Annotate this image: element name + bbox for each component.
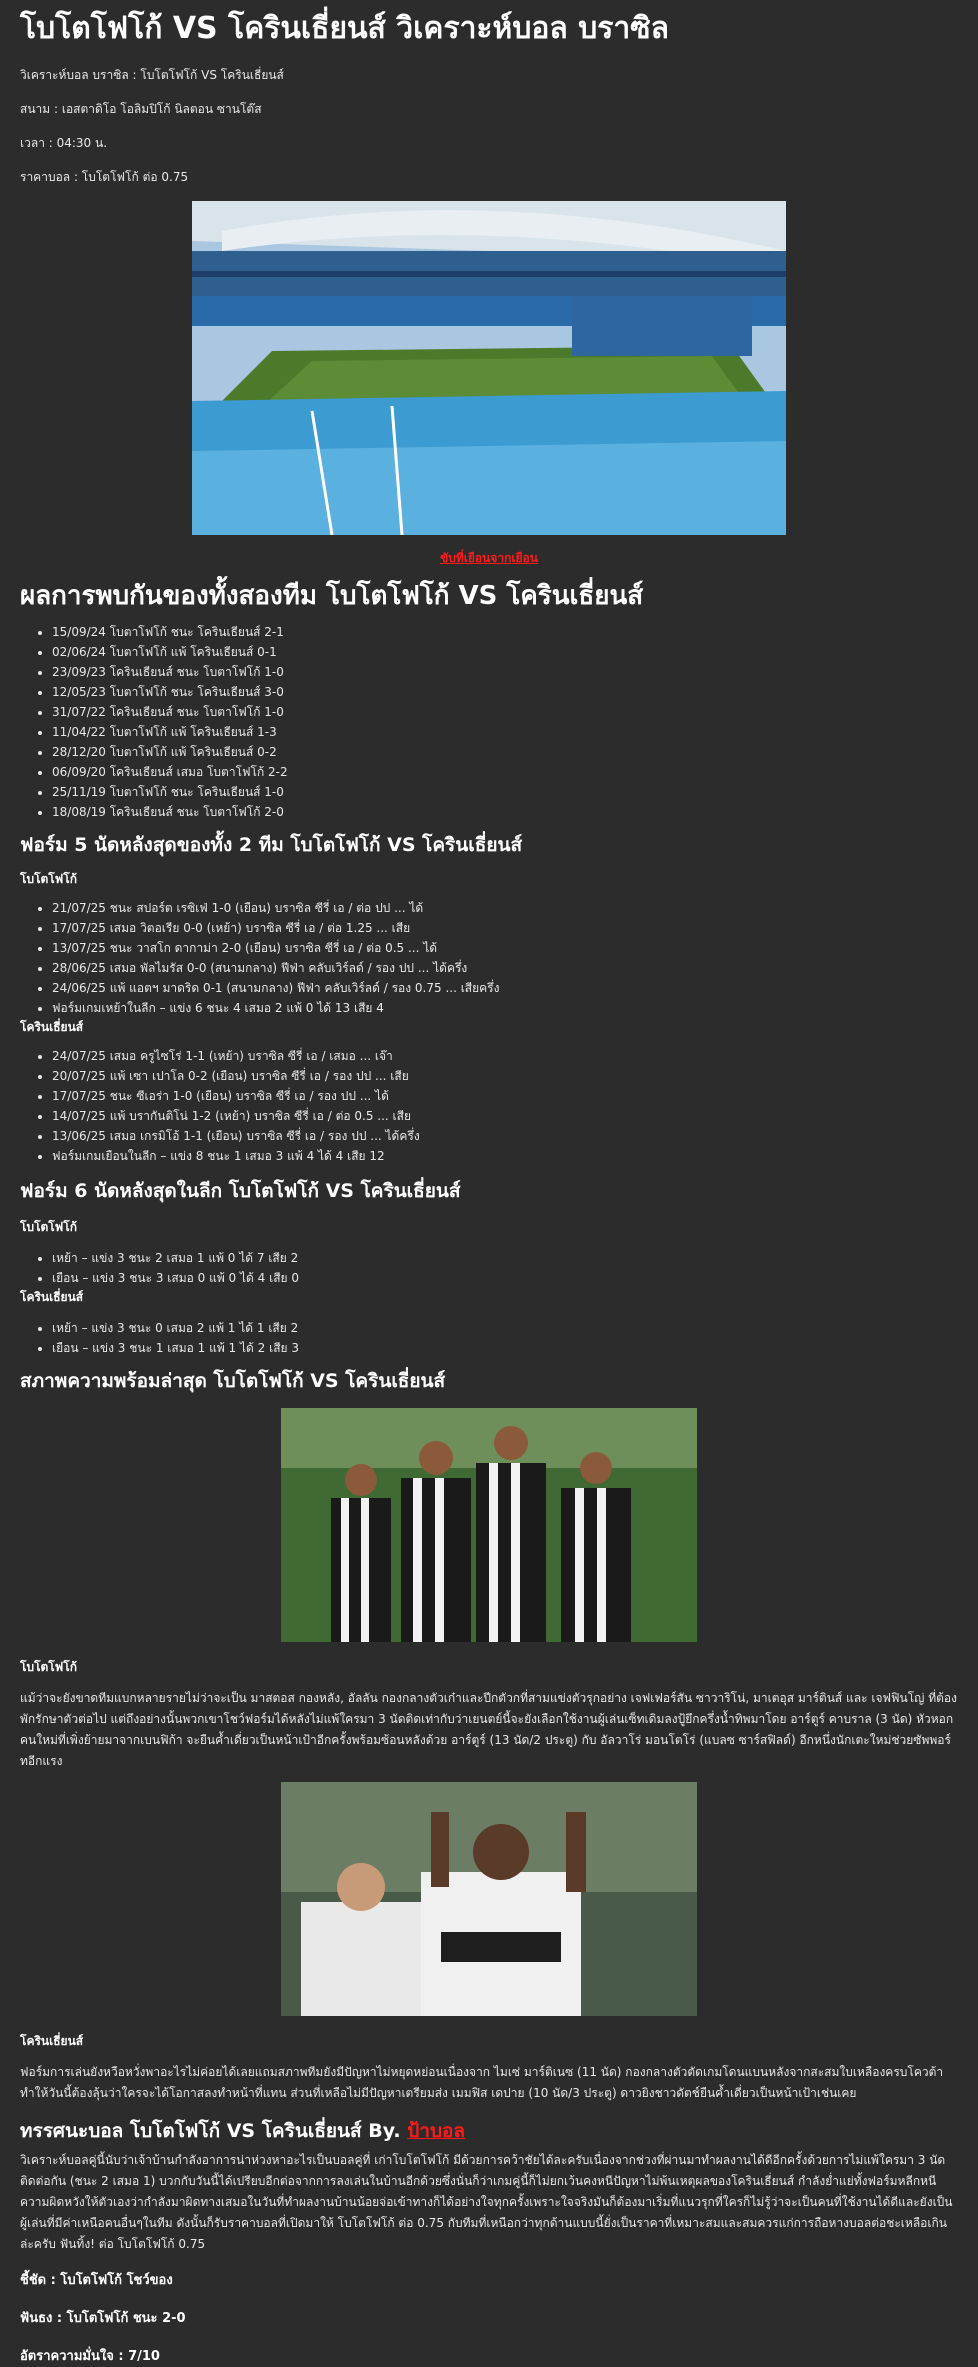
meta-league: วิเคราะห์บอล บราซิล : โบโตโฟโก้ VS โครินเธี่ยนส์ <box>20 68 284 82</box>
list-item: • ฟอร์มเกมเยือนในลีก – แข่ง 8 ชนะ 1 เสมอ 3 แพ้ 4 ได้ 4 เสีย 12 <box>52 1146 958 1166</box>
prediction-pick: ชี้ชัด : โบโตโฟโก้ โชว์ของ <box>20 2273 173 2288</box>
form6-away-list <box>20 1318 958 1358</box>
stadium-illustration <box>192 201 786 535</box>
list-item: • 20/07/25 แพ้ เซา เปาโล 0-2 (เยือน) บราซิล ซีรี่ เอ / รอง ปป ... เสีย <box>52 1066 958 1086</box>
form5-away-list <box>20 1046 958 1166</box>
list-item: • เยือน – แข่ง 3 ชนะ 1 เสมอ 1 แพ้ 1 ได้ 2 เสีย 3 <box>52 1338 958 1358</box>
list-item: • 25/11/19 โบตาโฟโก้ ชนะ โครินเธียนส์ 1-0 <box>52 782 958 802</box>
form6-heading: ฟอร์ม 6 นัดหลังสุดในลีก โบโตโฟโก้ VS โครินเธี่ยนส์ <box>20 1180 461 1202</box>
readiness-away-team: โครินเธี่ยนส์ <box>20 2034 84 2048</box>
readiness-away-text: ฟอร์มการเล่นยังหวือหวั่งพาอะไรไม่ค่อยได้เลยแถมสภาพทีมยังมีปัญหาไม่หยุดหย่อนเนื่องจาก ไมเซ่ มาร์ติเนซ (11 นัด) กองกลางตัวตัดเกมโดนแบนหลังจากสะสมใบเหลืองครบโควต้าทำให้วันนี้ต้องลุ้นว่าใครจะได้โอกาสลงทำหน้าที่แทน ส่วนที่เหลือไม่มีปัญหาเตรียมส่ง เมมฟิส เดปาย (10 นัด/3 ประตู) ดาวยิงชาวดัตช์ยืนค้ำเดี่ยวเป็นหน้าเป้าเช่นเคย <box>20 2065 944 2100</box>
h2h-list <box>20 622 958 822</box>
image-source-link[interactable]: ขับที่เยือนจากเยือน <box>440 551 538 565</box>
meta-stadium: สนาม : เอสตาดิโอ โอลิมปิโก้ นิลตอน ซานโต๊ส <box>20 102 262 116</box>
prediction-score: ฟันธง : โบโตโฟโก้ ชนะ 2-0 <box>20 2311 186 2326</box>
form5-home-list <box>20 898 958 1018</box>
list-item: • 06/09/20 โครินเธียนส์ เสมอ โบตาโฟโก้ 2-2 <box>52 762 958 782</box>
players-illustration <box>281 1408 697 1642</box>
players-illustration <box>281 1782 697 2016</box>
list-item: • 18/08/19 โครินเธียนส์ ชนะ โบตาโฟโก้ 2-0 <box>52 802 958 822</box>
meta-time: เวลา : 04:30 น. <box>20 136 108 150</box>
h2h-heading: ผลการพบกันของทั้งสองทีม โบโตโฟโก้ VS โครินเธี่ยนส์ <box>20 581 644 611</box>
readiness-home-text: แม้ว่าจะยังขาดทีมแบกหลายรายไม่ว่าจะเป็น มาสตอส กองหลัง, อัลลัน กองกลางตัวเก๋าและปีกตัวกที่สามแข่งตัวรุกอย่าง เจฟเฟอร์สัน ซาวาริโน่, มาเตอุส มาร์ตินส์ และ เจฟฟินโญ่ ที่ต้องพักรักษาตัวต่อไป แต่ถึงอย่างนั้นพวกเขาโชว์ฟอร์มได้หลังไม่แพ้ใครมา 3 นัดติดเท่ากับว่าเยนตย์นี้จะยังเลือกใช้งานผู้เล่นเซ็ทเดิมลงปู้ยึกครึ่งน้ำทิพมาโดย อาร์ตูร์ คาบราล (3 นัด) หัวหอกคนใหม่ที่เพิ่งย้ายมาจากเบนฟิก้า จะยืนค้ำเดี่ยวเป็นหน้าเป้าอีกครั้งพร้อมซ้อนหลังด้วย อาร์ตูร์ (13 นัด/2 ประตู) กับ อัลวาโร่ มอนโตโร่ (แบลซ ซาร์สฟิลด์) อีกหนึ่งนักเตะใหม่ช่วยซัพพอร์ทอีกแรง <box>20 1691 957 1768</box>
list-item: • 13/06/25 เสมอ เกรมิโอ้ 1-1 (เยือน) บราซิล ซีรี่ เอ / รอง ปป ... ได้ครึ่ง <box>52 1126 958 1146</box>
readiness-heading: สภาพความพร้อมล่าสุด โบโตโฟโก้ VS โครินเธี่ยนส์ <box>20 1370 446 1392</box>
list-item: • เยือน – แข่ง 3 ชนะ 3 เสมอ 0 แพ้ 0 ได้ 4 เสีย 0 <box>52 1268 958 1288</box>
prediction-text: วิเคราะห์บอลคู่นี้นับว่าเจ้าบ้านกำลังอาการน่าห่วงหาอะไรเป็นบอลคู่ที่ เก่าโบโตโฟโก้ มีด้วยการคว้าชัยได้ละครับเนื่องจากช่วงที่ผ่านมาทำผลงานได้ดีอีกครั้งด้วยการไม่แพ้ใครมา 3 นัดติดต่อกัน (ชนะ 2 เสมอ 1) บวกกับวันนี้ได้เปรียบอีกต่อจากการลงเล่นในบ้านอีกด้วยซึ่งนั่นก็ว่าเกมคู่นี้ก็ไม่ยกเว้นคงหนีปัญหาไม่พ้นเหตุผลของโครินเธี่ยนส์ กำลังย่ำแย่ทั้งฟอร์มหลีกหนีความผิดหวังให้ตัวเองว่ากำลังมาผิดทางเสมอในวันที่ทำผลงานบ้านน้อยจ่อเข้าทางก็ได้อย่างใจทุกครั้งเพราะใจจริงมันก็ต้องมาเริ่มที่แนวรุกที่ใครก็ไม่รู้ว่าจะเป็นคนที่ใช้งานได้ดีและยังเป็นผู้เล่นที่มีค่าเหนือคนอื่นๆในทีม ดังนั้นก็รับราคาบอลที่เปิดมาให้ โบโตโฟโก้ ต่อ 0.75 กับทีมที่เหนือกว่าทุกด้านแบบนี้ยั่งเป็นราคาที่เหมาะสมและสมควรแก่การถือหางบอลต่อชะเหลือเกินล่ะครับ ฟันทิ้ง! ต่อ โบโตโฟโก้ 0.75 <box>20 2153 953 2251</box>
form5-home-team: โบโตโฟโก้ <box>20 872 77 886</box>
list-item: • 31/07/22 โครินเธียนส์ ชนะ โบตาโฟโก้ 1-0 <box>52 702 958 722</box>
list-item: • 11/04/22 โบตาโฟโก้ แพ้ โครินเธียนส์ 1-3 <box>52 722 958 742</box>
prediction-heading-text: ทรรศนะบอล โบโตโฟโก้ VS โครินเธี่ยนส์ By. <box>20 2120 401 2142</box>
form6-home-team: โบโตโฟโก้ <box>20 1220 77 1234</box>
list-item: • 02/06/24 โบตาโฟโก้ แพ้ โครินเธียนส์ 0-1 <box>52 642 958 662</box>
prediction-confidence: อัตราความมั่นใจ : 7/10 <box>20 2349 160 2364</box>
list-item: • 12/05/23 โบตาโฟโก้ ชนะ โครินเธียนส์ 3-0 <box>52 682 958 702</box>
form5-heading: ฟอร์ม 5 นัดหลังสุดของทั้ง 2 ทีม โบโตโฟโก้ VS โครินเธี่ยนส์ <box>20 834 523 856</box>
list-item: • 13/07/25 ชนะ วาสโก ดากาม่า 2-0 (เยือน) บราซิล ซีรี่ เอ / ต่อ 0.5 ... ได้ <box>52 938 958 958</box>
form6-home-list <box>20 1248 958 1288</box>
list-item: • เหย้า – แข่ง 3 ชนะ 2 เสมอ 1 แพ้ 0 ได้ 7 เสีย 2 <box>52 1248 958 1268</box>
list-item: • 14/07/25 แพ้ บรากันติโน่ 1-2 (เหย้า) บราซิล ซีรี่ เอ / ต่อ 0.5 ... เสีย <box>52 1106 958 1126</box>
list-item: • 21/07/25 ชนะ สปอร์ต เรซิเฟ่ 1-0 (เยือน) บราซิล ซีรี่ เอ / ต่อ ปป ... ได้ <box>52 898 958 918</box>
form6-away-team: โครินเธี่ยนส์ <box>20 1290 84 1304</box>
list-item: • 24/06/25 แพ้ แอตฯ มาดริด 0-1 (สนามกลาง) ฟีฟ่า คลับเวิร์ลด์ / รอง 0.75 ... เสียครึ่ง <box>52 978 958 998</box>
list-item: • ฟอร์มเกมเหย้าในลีก – แข่ง 6 ชนะ 4 เสมอ 2 แพ้ 0 ได้ 13 เสีย 4 <box>52 998 958 1018</box>
stadium-image <box>192 201 786 535</box>
corinthians-players-photo <box>281 1782 697 2016</box>
list-item: • 17/07/25 ชนะ ซีเอร่า 1-0 (เยือน) บราซิล ซีรี่ เอ / รอง ปป ... ได้ <box>52 1086 958 1106</box>
form5-away-team: โครินเธี่ยนส์ <box>20 1020 84 1034</box>
list-item: • 23/09/23 โครินเธียนส์ ชนะ โบตาโฟโก้ 1-0 <box>52 662 958 682</box>
prediction-heading <box>20 2118 958 2144</box>
list-item: • 28/12/20 โบตาโฟโก้ แพ้ โครินเธียนส์ 0-2 <box>52 742 958 762</box>
list-item: • 24/07/25 เสมอ ครูไซโร่ 1-1 (เหย้า) บราซิล ซีรี่ เอ / เสมอ ... เจ๊า <box>52 1046 958 1066</box>
page-title: โบโตโฟโก้ VS โครินเธี่ยนส์ วิเคราะห์บอล บราซิล <box>20 11 669 46</box>
readiness-home-team: โบโตโฟโก้ <box>20 1660 77 1674</box>
botafogo-players-photo <box>281 1408 697 1642</box>
list-item: • 15/09/24 โบตาโฟโก้ ชนะ โครินเธียนส์ 2-1 <box>52 622 958 642</box>
list-item: • 28/06/25 เสมอ พัลไมรัส 0-0 (สนามกลาง) ฟีฟ่า คลับเวิร์ลด์ / รอง ปป ... ได้ครึ่ง <box>52 958 958 978</box>
list-item: • 17/07/25 เสมอ วิตอเรีย 0-0 (เหย้า) บราซิล ซีรี่ เอ / ต่อ 1.25 ... เสีย <box>52 918 958 938</box>
meta-odds: ราคาบอล : โบโตโฟโก้ ต่อ 0.75 <box>20 170 189 184</box>
brand-link[interactable]: ป้าบอล <box>407 2120 466 2142</box>
list-item: • เหย้า – แข่ง 3 ชนะ 0 เสมอ 2 แพ้ 1 ได้ 1 เสีย 2 <box>52 1318 958 1338</box>
